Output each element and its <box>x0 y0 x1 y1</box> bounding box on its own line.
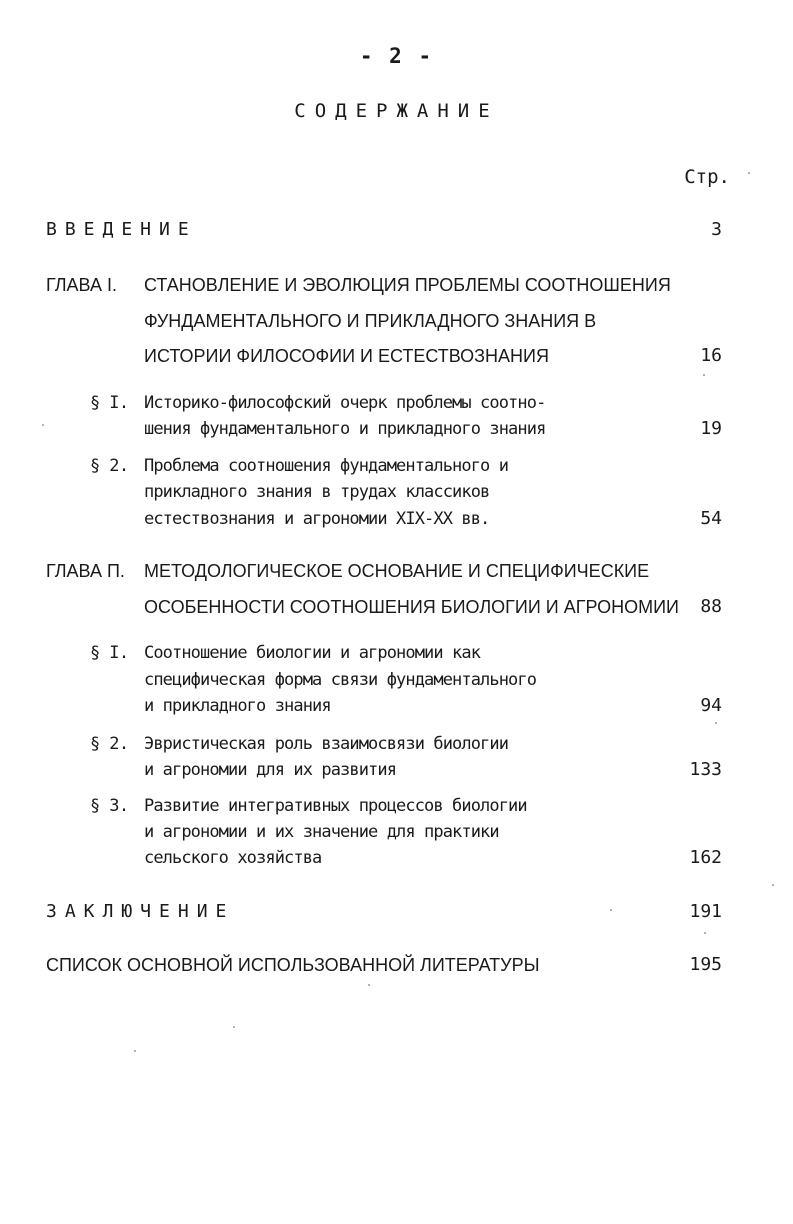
ch1-sec2-line-1: Проблема соотношения фундаментального и <box>144 456 509 476</box>
ch2-sec1-line-1: Соотношение биологии и агрономии как <box>144 643 481 663</box>
ch2-sec1-line-3: и прикладного знания <box>144 696 331 716</box>
ch2-sec1-marker: § I. <box>90 643 129 663</box>
ch2-sec3-line-1: Развитие интегративных процессов биологии <box>144 796 527 816</box>
ch2-sec3-line-3: сельского хозяйства <box>144 848 322 868</box>
scan-speck <box>42 424 44 426</box>
ch2-sec1-line-2: специфическая форма связи фундаментального <box>144 670 537 690</box>
ch2-sec2-page: 133 <box>689 759 722 780</box>
ch2-sec3-page: 162 <box>689 847 722 868</box>
scan-speck <box>233 1026 235 1028</box>
toc-bibliography-label: СПИСОК ОСНОВНОЙ ИСПОЛЬЗОВАННОЙ ЛИТЕРАТУРЫ <box>46 955 540 975</box>
chapter2-title-line-1: МЕТОДОЛОГИЧЕСКОЕ ОСНОВАНИЕ И СПЕЦИФИЧЕСКИЕ <box>144 561 650 581</box>
ch2-sec2-marker: § 2. <box>90 734 129 754</box>
scan-speck <box>610 909 612 911</box>
toc-intro-page: 3 <box>711 219 722 240</box>
chapter2-prefix: ГЛАВА П. <box>46 561 125 581</box>
ch1-sec1-marker: § I. <box>90 393 129 413</box>
page-title: СОДЕРЖАНИЕ <box>294 100 499 122</box>
scan-speck <box>772 884 774 886</box>
toc-conclusion-page: 191 <box>689 901 722 922</box>
scan-speck <box>748 172 750 174</box>
scan-speck <box>368 984 370 986</box>
chapter2-page: 88 <box>700 596 722 617</box>
chapter1-page: 16 <box>700 345 722 366</box>
scan-speck <box>134 1050 136 1052</box>
ch2-sec1-page: 94 <box>700 695 722 716</box>
ch1-sec2-line-3: естествознания и агрономии XIX-XX вв. <box>144 509 490 529</box>
scan-speck <box>715 722 717 724</box>
toc-intro-label: ВВЕДЕНИЕ <box>46 219 197 240</box>
ch1-sec1-page: 19 <box>700 418 722 439</box>
ch2-sec2-line-1: Эвристическая роль взаимосвязи биологии <box>144 734 509 754</box>
chapter1-title-line-1: СТАНОВЛЕНИЕ И ЭВОЛЮЦИЯ ПРОБЛЕМЫ СООТНОШЕНИЯ <box>144 275 671 295</box>
chapter1-title-line-2: ФУНДАМЕНТАЛЬНОГО И ПРИКЛАДНОГО ЗНАНИЯ В <box>144 311 597 331</box>
ch2-sec3-line-2: и агрономии и их значение для практики <box>144 822 499 842</box>
chapter1-prefix: ГЛАВА I. <box>46 275 117 295</box>
chapter2-title-line-2: ОСОБЕННОСТИ СООТНОШЕНИЯ БИОЛОГИИ И АГРОНОМИИ <box>144 597 679 617</box>
ch1-sec1-line-2: шения фундаментального и прикладного знания <box>144 419 546 439</box>
ch1-sec2-line-2: прикладного знания в трудах классиков <box>144 482 490 502</box>
ch1-sec1-line-1: Историко-философский очерк проблемы соотно- <box>144 393 546 413</box>
ch2-sec3-marker: § 3. <box>90 796 129 816</box>
scan-speck <box>703 374 705 376</box>
toc-conclusion-label: ЗАКЛЮЧЕНИЕ <box>46 901 235 922</box>
ch1-sec2-page: 54 <box>700 508 722 529</box>
toc-bibliography-page: 195 <box>689 954 722 975</box>
chapter1-title-line-3: ИСТОРИИ ФИЛОСОФИИ И ЕСТЕСТВОЗНАНИЯ <box>144 346 549 366</box>
ch2-sec2-line-2: и агрономии для их развития <box>144 760 397 780</box>
page-column-label: Стр. <box>684 166 730 188</box>
scan-speck <box>704 932 706 934</box>
ch1-sec2-marker: § 2. <box>90 456 129 476</box>
page-number: - 2 - <box>359 44 434 68</box>
